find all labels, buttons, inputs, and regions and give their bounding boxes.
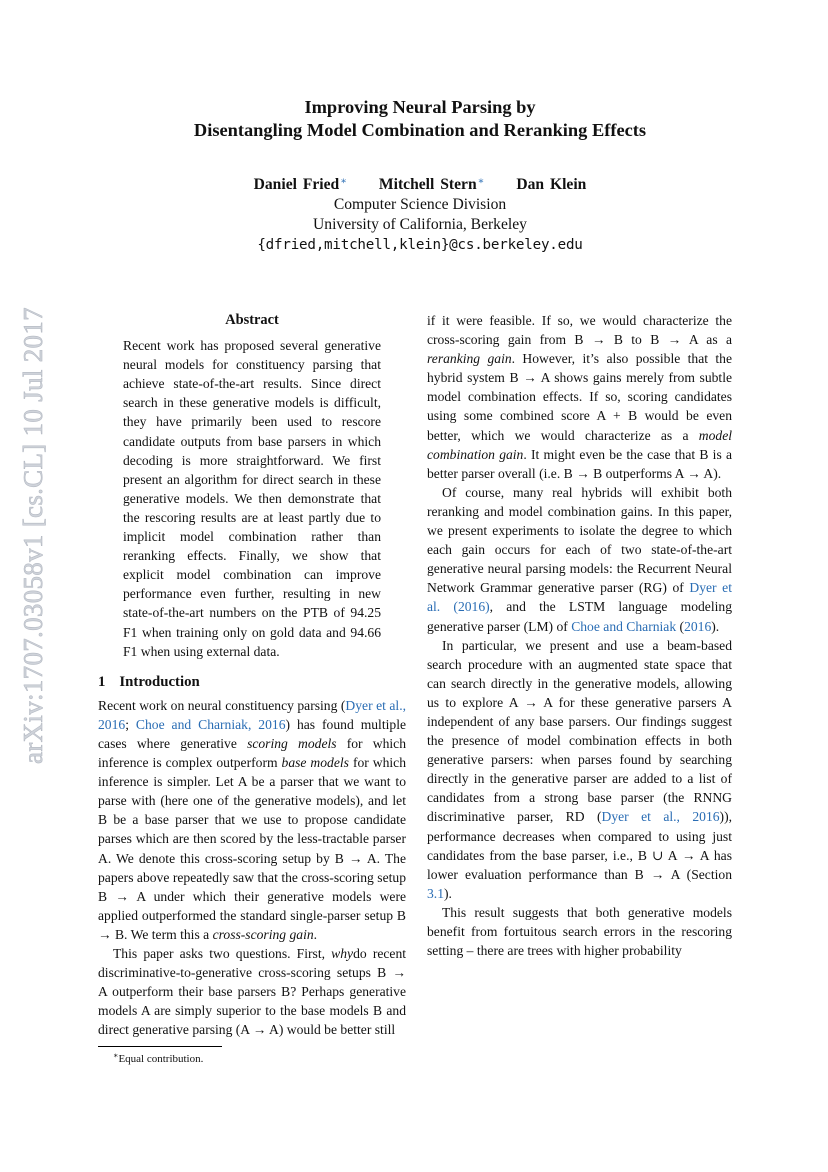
right-column [427,311,732,960]
arxiv-stamp [10,306,56,764]
paper-title [110,96,730,142]
citation-link[interactable]: Dyer et al., 2016 [98,697,406,732]
footnote-divider [98,1046,222,1047]
author-3: Dan Klein [516,176,587,193]
intro-paragraph-1: Recent work on neural constituency parsing (Dyer et al., 2016; Choe and Charniak, 2016) has found multiple cases where generative scoring models for which inference is complex outperform base models for which inference is simpler. Let A be a parser that we want to parse with (here one of the generative models), and let B be a base parser that we use to propose candidate parses which are then scored by the less-tractable parser A. We denote this cross-scoring setup by B → A. The papers above repeatedly saw that the cross-scoring setup B → A under which their generative models were applied outperformed the standard single-parser setup B → B. We term this a cross-scoring gain. [98,697,406,942]
abstract-text: Recent work has proposed several generative neural models for constituency parsing that achieve state-of-the-art results. Since direct search in these generative models is difficult, they have primarily been used to rescore candidate outputs from base parsers in which decoding is more straightforward. We first present an algorithm for direct search in these generative models. We then demonstrate that the rescoring results are at least partly due to implicit model combination rather than reranking effects. Finally, we show that explicit model combination can improve performance even further, resulting in new state-of-the-art numbers on the PTB of 94.25 F1 when training only on gold data and 94.66 F1 when using external data. [123,338,381,659]
section-heading-introduction: 1 Introduction [98,673,200,690]
equal-contribution-mark[interactable]: ∗ [340,176,348,187]
intro-paragraph-2-continued: if it were feasible. If so, we would characterize the cross-scoring gain from B → B to B → A as a reranking gain. However, it’s also possible that the hybrid system B → A shows gains merely from subtle model combination effects. If so, scoring candidates using some combined score A + B would be even better, which we would characterize as a model combination gain. It might even be the case that B is a better parser overall (i.e. B → B outperforms A → A). [427,313,733,481]
title-line-1: Improving Neural Parsing by [304,97,536,117]
citation-link[interactable]: Choe and Charniak [571,618,677,634]
citation-link[interactable]: Dyer et al., 2016 [601,809,720,825]
left-column [98,311,406,1039]
abstract-heading: Abstract [225,312,279,328]
author-2: Mitchell Stern∗ [378,176,485,193]
citation-link[interactable]: Choe and Charniak, 2016 [135,716,286,732]
section-reference-link[interactable]: 3.1 [427,885,444,901]
author-block [110,172,730,255]
citation-link[interactable]: 2016 [684,618,712,634]
affiliation-dept: Computer Science Division [333,196,507,213]
footnote: ∗Equal contribution. [113,1051,204,1065]
arxiv-identifier[interactable]: arXiv:1707.03058v1 [cs.CL] 10 Jul 2017 [17,306,48,764]
affiliation-university: University of California, Berkeley [313,216,527,233]
author-1: Daniel Fried∗ [253,176,348,193]
intro-paragraph-5: This result suggests that both generative models benefit from fortuitous search errors in the rescoring setting – there are trees with higher probability [427,904,732,959]
intro-paragraph-4: In particular, we present and use a beam-based search procedure with an augmented state space that can search directly in the generative models, allowing us to explore A → A for these generative parsers A independent of any base parsers. Our findings suggest the presence of model combination effects in both generative parsers: when parses found by searching directly in the generative parser are added to a list of candidates from a strong base parser (the RNNG discriminative parser, RD (Dyer et al., 2016)), performance decreases when compared to using just candidates from the base parser, i.e., B ∪ A → A has lower evaluation performance than B → A (Section 3.1). [427,637,732,901]
title-line-2: Disentangling Model Combination and Reranking Effects [193,120,647,140]
author-emails: {dfried,mitchell,klein}@cs.berkeley.edu [257,237,583,253]
intro-paragraph-2: This paper asks two questions. First, whydo recent discriminative-to-generative cross-scoring setups B → A outperform their base parsers B? Perhaps generative models A are simply superior to the base models B and direct generative parsing (A → A) would be better still [98,946,407,1038]
author-names [110,172,730,195]
citation-link[interactable]: Dyer et al. (2016) [427,580,732,615]
equal-contribution-mark[interactable]: ∗ [477,176,485,187]
intro-paragraph-3: Of course, many real hybrids will exhibit both reranking and model combination gains. In this paper, we present experiments to isolate the degree to which each gain occurs for each of two state-of-the-art generative neural parsing models: the Recurrent Neural Network Grammar generative parser (RG) of Dyer et al. (2016), and the LSTM language modeling generative parser (LM) of Choe and Charniak (2016). [427,484,732,634]
